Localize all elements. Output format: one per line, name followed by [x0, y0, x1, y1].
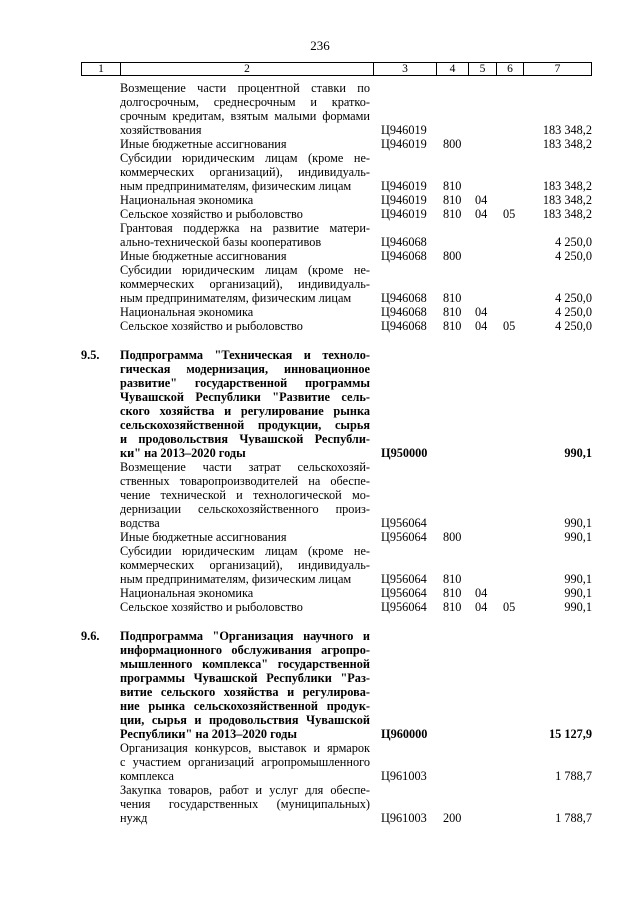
- amount: 15 127,9: [548, 727, 592, 741]
- description-line: коммерческих организаций), индивидуаль-: [120, 165, 370, 179]
- target-code: Ц956064: [381, 572, 427, 586]
- amount: 183 348,2: [542, 207, 592, 221]
- description-line: Субсидии юридическим лицам (кроме не-: [120, 263, 370, 277]
- description-line: Чувашской Республики "Развитие сель-: [120, 390, 370, 404]
- description-line: ственных товаропроизводителей на обеспе-: [120, 474, 370, 488]
- row-description: [120, 460, 370, 530]
- description-line: Возмещение части затрат сельскохозяй-: [120, 460, 370, 474]
- expense-type: 810: [443, 305, 462, 319]
- amount: 990,1: [564, 516, 592, 530]
- description-line: Возмещение части процентной ставки по: [120, 81, 370, 95]
- expense-type: 200: [443, 811, 462, 825]
- description-line: ально-технической базы кооперативов: [120, 235, 322, 249]
- section-code: 04: [475, 207, 488, 221]
- row-description: [120, 137, 370, 151]
- description-line: Субсидии юридическим лицам (кроме не-: [120, 151, 370, 165]
- target-code: Ц961003: [381, 811, 427, 825]
- row-description: [120, 263, 370, 305]
- description-line: Национальная экономика: [120, 586, 254, 600]
- description-line: ным предпринимателям, физическим лицам: [120, 179, 352, 193]
- page-number: 236: [310, 38, 330, 53]
- target-code: Ц961003: [381, 769, 427, 783]
- row-description: [120, 600, 370, 614]
- description-line: Национальная экономика: [120, 305, 254, 319]
- row-description: [120, 249, 370, 263]
- header-col-3: 3: [374, 63, 437, 75]
- target-code: Ц960000: [381, 727, 428, 741]
- description-line: Республики" на 2013–2020 годы: [120, 727, 297, 741]
- header-col-5: 5: [469, 63, 497, 75]
- target-code: Ц950000: [381, 446, 428, 460]
- row-description: [120, 151, 370, 193]
- target-code: Ц956064: [381, 586, 427, 600]
- header-col-6: 6: [497, 63, 524, 75]
- expense-type: 810: [443, 600, 462, 614]
- amount: 990,1: [564, 586, 592, 600]
- amount: 183 348,2: [542, 179, 592, 193]
- row-description: [120, 586, 370, 600]
- section-code: 04: [475, 586, 488, 600]
- description-line: Подпрограмма "Организация научного и: [120, 629, 370, 643]
- description-line: Сельское хозяйство и рыболовство: [120, 319, 303, 333]
- expense-type: 800: [443, 249, 462, 263]
- target-code: Ц956064: [381, 600, 427, 614]
- amount: 4 250,0: [555, 235, 592, 249]
- expense-type: 810: [443, 319, 462, 333]
- target-code: Ц946068: [381, 235, 427, 249]
- description-line: мышленного комплекса" государственной: [120, 657, 370, 671]
- section-code: 04: [475, 305, 488, 319]
- row-description: [120, 305, 370, 319]
- row-description: [120, 629, 370, 741]
- description-line: срочным кредитам, взятым малыми формами: [120, 109, 370, 123]
- amount: 4 250,0: [555, 319, 592, 333]
- description-line: ции, сырья и продовольствия Чувашской: [120, 713, 370, 727]
- row-description: [120, 348, 370, 460]
- target-code: Ц946019: [381, 179, 427, 193]
- row-description: [120, 193, 370, 207]
- description-line: дернизации сельскохозяйственного произ-: [120, 502, 370, 516]
- description-line: чения государственных (муниципальных): [120, 797, 370, 811]
- amount: 990,1: [564, 600, 592, 614]
- description-line: чение технической и технологической мо-: [120, 488, 370, 502]
- target-code: Ц946019: [381, 207, 427, 221]
- target-code: Ц956064: [381, 516, 427, 530]
- amount: 1 788,7: [555, 811, 592, 825]
- row-description: [120, 530, 370, 544]
- target-code: Ц956064: [381, 530, 427, 544]
- target-code: Ц946019: [381, 193, 427, 207]
- table-header: [81, 62, 592, 76]
- header-col-7: 7: [554, 63, 561, 75]
- target-code: Ц946068: [381, 305, 427, 319]
- target-code: Ц946068: [381, 291, 427, 305]
- description-line: с участием организаций агропромышленного: [120, 755, 370, 769]
- subsection-code: 05: [503, 319, 516, 333]
- amount: 183 348,2: [542, 193, 592, 207]
- description-line: гическая модернизация, инновационное: [120, 362, 370, 376]
- section-number: 9.5.: [81, 348, 100, 362]
- subsection-code: 05: [503, 600, 516, 614]
- description-line: Закупка товаров, работ и услуг для обеспе-: [120, 783, 370, 797]
- row-description: [120, 544, 370, 586]
- amount: 990,1: [564, 572, 592, 586]
- description-line: ние рынка сельскохозяйственной продук-: [120, 699, 370, 713]
- description-line: Подпрограмма "Техническая и техноло-: [120, 348, 370, 362]
- description-line: Грантовая поддержка на развитие матери-: [120, 221, 370, 235]
- description-line: комплекса: [120, 769, 174, 783]
- amount: 4 250,0: [555, 291, 592, 305]
- description-line: долгосрочным, среднесрочным и кратко-: [120, 95, 370, 109]
- description-line: нужд: [120, 811, 148, 825]
- description-line: ки" на 2013–2020 годы: [120, 446, 246, 460]
- row-description: [120, 741, 370, 783]
- expense-type: 810: [443, 207, 462, 221]
- description-line: Иные бюджетные ассигнования: [120, 530, 287, 544]
- description-line: витие сельского хозяйства и регулирова-: [120, 685, 370, 699]
- row-description: [120, 221, 370, 249]
- description-line: Сельское хозяйство и рыболовство: [120, 207, 303, 221]
- target-code: Ц946019: [381, 137, 427, 151]
- expense-type: 810: [443, 572, 462, 586]
- section-code: 04: [475, 600, 488, 614]
- expense-type: 810: [443, 586, 462, 600]
- expense-type: 800: [443, 530, 462, 544]
- amount: 183 348,2: [542, 123, 592, 137]
- expense-type: 810: [443, 179, 462, 193]
- header-col-1: 1: [82, 63, 121, 75]
- description-line: хозяйствования: [120, 123, 202, 137]
- target-code: Ц946019: [381, 123, 427, 137]
- amount: 4 250,0: [555, 249, 592, 263]
- description-line: и продовольствия Чувашской Республи-: [120, 432, 370, 446]
- description-line: ным предпринимателям, физическим лицам: [120, 291, 352, 305]
- subsection-code: 05: [503, 207, 516, 221]
- row-description: [120, 319, 370, 333]
- amount: 990,1: [564, 446, 592, 460]
- description-line: программы Чувашской Республики "Раз-: [120, 671, 370, 685]
- description-line: Субсидии юридическим лицам (кроме не-: [120, 544, 370, 558]
- expense-type: 810: [443, 193, 462, 207]
- amount: 990,1: [564, 530, 592, 544]
- row-description: [120, 207, 370, 221]
- description-line: Иные бюджетные ассигнования: [120, 249, 287, 263]
- row-description: [120, 81, 370, 137]
- description-line: ным предпринимателям, физическим лицам: [120, 572, 352, 586]
- header-col-4: 4: [437, 63, 469, 75]
- description-line: Сельское хозяйство и рыболовство: [120, 600, 303, 614]
- description-line: Национальная экономика: [120, 193, 254, 207]
- amount: 183 348,2: [542, 137, 592, 151]
- description-line: сельскохозяйственной продукции, сырья: [120, 418, 370, 432]
- target-code: Ц946068: [381, 249, 427, 263]
- amount: 1 788,7: [555, 769, 592, 783]
- description-line: развитие" государственной программы: [120, 376, 370, 390]
- description-line: коммерческих организаций), индивидуаль-: [120, 277, 370, 291]
- section-number: 9.6.: [81, 629, 100, 643]
- description-line: информационного обслуживания агропро-: [120, 643, 370, 657]
- description-line: коммерческих организаций), индивидуаль-: [120, 558, 370, 572]
- amount: 4 250,0: [555, 305, 592, 319]
- description-line: ского хозяйства и регулирование рынка: [120, 404, 370, 418]
- expense-type: 800: [443, 137, 462, 151]
- header-col-2: 2: [121, 63, 374, 75]
- row-description: [120, 783, 370, 825]
- target-code: Ц946068: [381, 319, 427, 333]
- description-line: водства: [120, 516, 160, 530]
- expense-type: 810: [443, 291, 462, 305]
- description-line: Иные бюджетные ассигнования: [120, 137, 287, 151]
- section-code: 04: [475, 319, 488, 333]
- description-line: Организация конкурсов, выставок и ярмарок: [120, 741, 370, 755]
- section-code: 04: [475, 193, 488, 207]
